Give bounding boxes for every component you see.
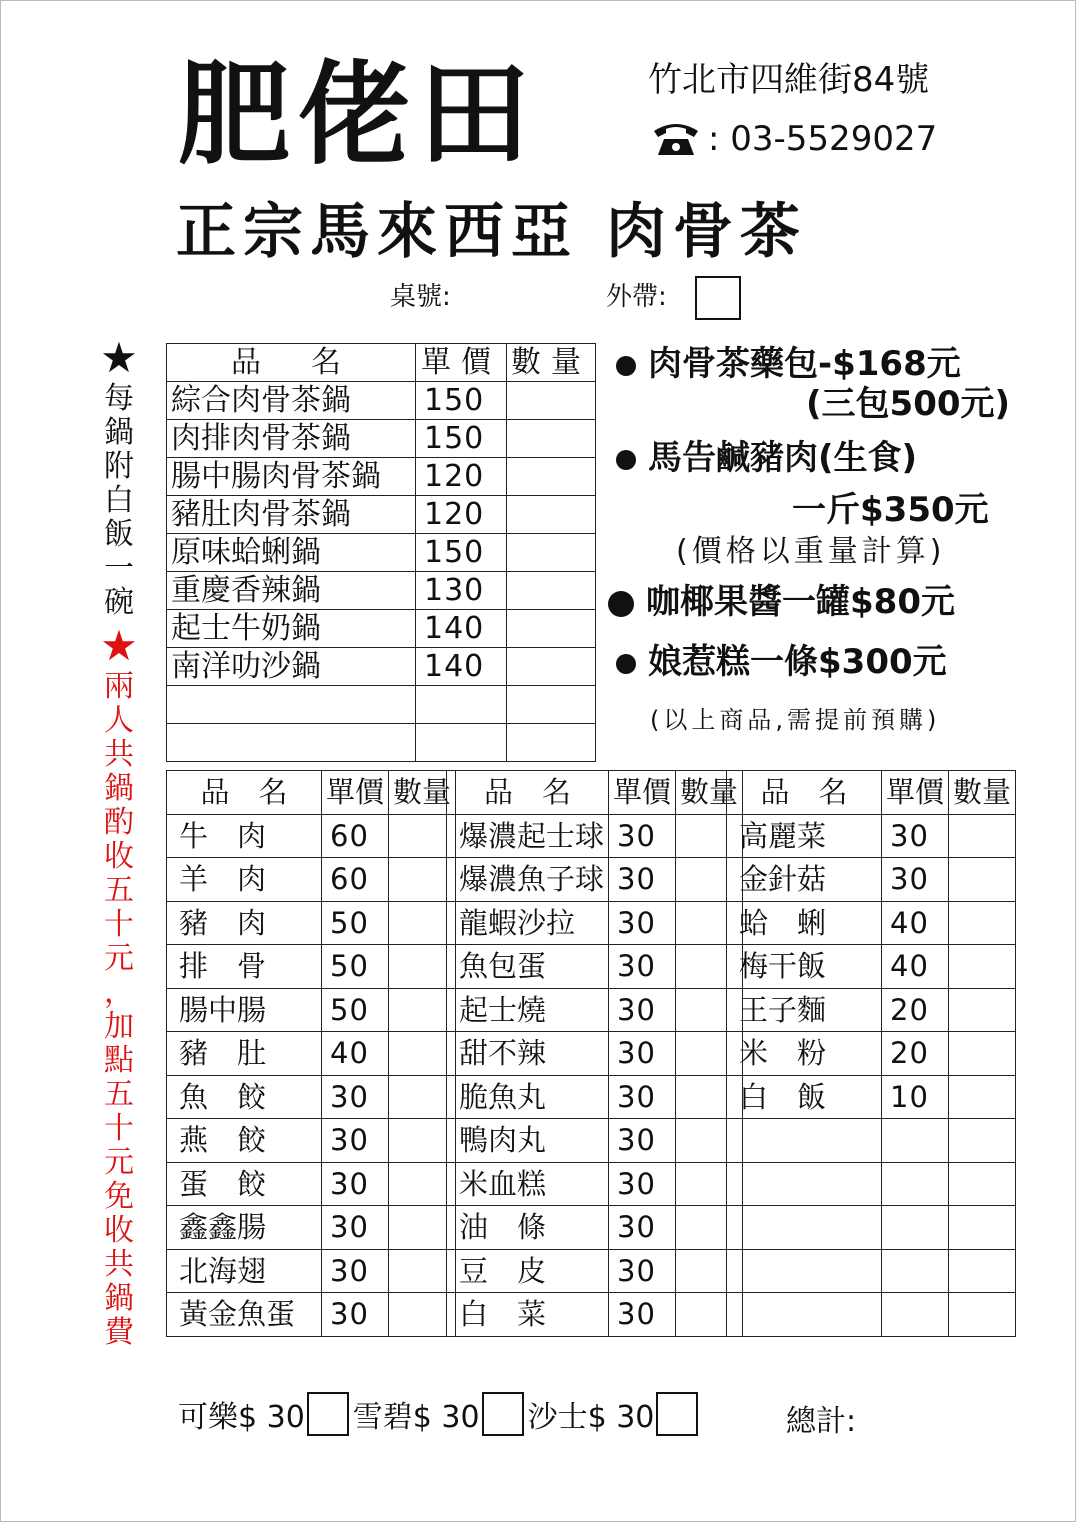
side-menu-row [447, 814, 743, 858]
header-qty: 數量 [949, 771, 1016, 815]
side-menu-row [167, 945, 456, 989]
side-menu-table-3 [726, 770, 1016, 1337]
header-price: 單價 [416, 344, 507, 382]
pot-menu-row [167, 724, 596, 762]
item-price: 50 [322, 901, 389, 945]
takeout-label: 外帶: [606, 282, 667, 312]
item-price: 50 [322, 988, 389, 1032]
pot-menu-row [167, 420, 596, 458]
item-price: 30 [322, 1119, 389, 1163]
item-name: 南洋叻沙鍋 [167, 648, 416, 686]
item-name [727, 1249, 882, 1293]
side-menu-header [167, 771, 456, 815]
item-name: 羊 肉 [167, 858, 322, 902]
item-name: 豬 肉 [167, 901, 322, 945]
item-qty-field[interactable] [949, 1162, 1016, 1206]
item-price: 30 [609, 814, 676, 858]
sarsi-checkbox[interactable] [656, 1392, 698, 1436]
item-qty-field[interactable] [507, 420, 596, 458]
side-menu-row [167, 901, 456, 945]
bullet-icon [616, 654, 636, 674]
side-menu-table-1 [166, 770, 456, 1337]
bullet-icon [608, 591, 634, 617]
item-name: 排 骨 [167, 945, 322, 989]
item-name: 牛 肉 [167, 814, 322, 858]
item-price [416, 724, 507, 762]
sidebar-note-char: 元 [104, 941, 134, 976]
side-menu-row [447, 1293, 743, 1337]
sidebar-note-char: 五 [104, 1077, 134, 1112]
sidebar-note-char: 點 [104, 1043, 134, 1078]
item-qty-field[interactable] [949, 945, 1016, 989]
side-menu-header [727, 771, 1016, 815]
item-name: 米血糕 [447, 1162, 609, 1206]
item-price: 40 [882, 901, 949, 945]
item-name: 重慶香辣鍋 [167, 572, 416, 610]
item-name: 爆濃魚子球 [447, 858, 609, 902]
phone-row [650, 116, 937, 162]
shop-name: 肥佬田 [178, 49, 538, 180]
item-price: 30 [882, 858, 949, 902]
sidebar-note-char: 元 [104, 1145, 134, 1180]
item-name: 梅干飯 [727, 945, 882, 989]
item-name: 燕 餃 [167, 1119, 322, 1163]
item-name: 原味蛤蜊鍋 [167, 534, 416, 572]
item-name: 王子麵 [727, 988, 882, 1032]
special-pork-price: 一斤$350元 [792, 490, 989, 530]
item-price: 150 [416, 420, 507, 458]
bullet-icon [616, 356, 636, 376]
drinks-row [178, 1392, 702, 1436]
item-price: 60 [322, 858, 389, 902]
item-price: 30 [609, 1119, 676, 1163]
item-name: 白 飯 [727, 1075, 882, 1119]
item-qty-field[interactable] [507, 686, 596, 724]
side-menu-row [447, 988, 743, 1032]
item-price: 30 [322, 1293, 389, 1337]
item-price: 30 [609, 1075, 676, 1119]
sidebar-note-char: 一 [104, 551, 134, 586]
special-kaya [608, 580, 955, 624]
side-menu-row [447, 901, 743, 945]
side-menu-row [447, 1162, 743, 1206]
total-label: 總計: [786, 1404, 857, 1439]
item-name [727, 1293, 882, 1337]
item-qty-field[interactable] [949, 1075, 1016, 1119]
item-price: 120 [416, 458, 507, 496]
item-price: 30 [609, 1293, 676, 1337]
special-kuih [616, 640, 947, 684]
item-price: 30 [609, 988, 676, 1032]
header-price: 單價 [882, 771, 949, 815]
item-price: 30 [609, 858, 676, 902]
item-price: 20 [882, 1032, 949, 1076]
item-qty-field[interactable] [949, 901, 1016, 945]
phone-icon [650, 119, 702, 159]
sidebar-note-char: ， [104, 975, 134, 1010]
item-price [882, 1119, 949, 1163]
bullet-icon [616, 450, 636, 470]
sidebar-note-char: 十 [104, 1111, 134, 1146]
sidebar-note-rice [96, 382, 142, 620]
side-menu-row [727, 1119, 1016, 1163]
sidebar-note-char: 十 [104, 907, 134, 942]
item-name: 豬 肚 [167, 1032, 322, 1076]
side-menu-row [167, 1075, 456, 1119]
sidebar-note-char: 鍋 [104, 1281, 134, 1316]
item-price: 150 [416, 382, 507, 420]
sidebar-note-char: 加 [104, 1009, 134, 1044]
item-price: 30 [322, 1206, 389, 1250]
item-price: 30 [609, 901, 676, 945]
item-name: 甜不辣 [447, 1032, 609, 1076]
subtitle: 正宗馬來西亞 肉骨茶 [176, 197, 807, 267]
item-price: 140 [416, 610, 507, 648]
item-qty-field[interactable] [949, 1206, 1016, 1250]
sidebar-note-char: 飯 [104, 517, 134, 552]
item-price: 50 [322, 945, 389, 989]
item-price: 30 [322, 1162, 389, 1206]
pot-menu-row [167, 534, 596, 572]
pot-menu-row [167, 458, 596, 496]
header-price: 單價 [322, 771, 389, 815]
preorder-note: (以上商品,需提前預購) [650, 706, 941, 734]
item-name: 高麗菜 [727, 814, 882, 858]
item-price: 30 [609, 945, 676, 989]
takeout-checkbox[interactable] [695, 276, 741, 320]
pot-menu-row [167, 382, 596, 420]
header-name: 品 名 [167, 344, 416, 382]
side-menu-row [447, 858, 743, 902]
sidebar-note-char: 兩 [104, 669, 134, 704]
side-menu-row [167, 1206, 456, 1250]
item-name: 龍蝦沙拉 [447, 901, 609, 945]
sidebar-note-char: 費 [104, 1315, 134, 1350]
item-qty-field[interactable] [507, 610, 596, 648]
item-qty-field[interactable] [949, 858, 1016, 902]
item-qty-field[interactable] [949, 1249, 1016, 1293]
side-menu-row [727, 858, 1016, 902]
pot-menu-row [167, 572, 596, 610]
special-kaya-text: 咖椰果醬一罐$80元 [646, 582, 955, 622]
item-qty-field[interactable] [949, 1293, 1016, 1337]
sidebar-note-char: 收 [104, 1213, 134, 1248]
sidebar-note-char: 共 [104, 1247, 134, 1282]
drink-sarsi: 沙士$ 30 [527, 1400, 655, 1435]
side-menu-row [727, 1162, 1016, 1206]
item-name: 起士牛奶鍋 [167, 610, 416, 648]
table-number-label: 桌號: [390, 282, 451, 312]
item-qty-field[interactable] [507, 648, 596, 686]
sidebar-note-char: 酌 [104, 805, 134, 840]
item-qty-field[interactable] [949, 1032, 1016, 1076]
sidebar-note-char: 共 [104, 737, 134, 772]
pot-menu-row [167, 648, 596, 686]
item-name [167, 724, 416, 762]
item-name: 腸中腸 [167, 988, 322, 1032]
sidebar-note-char: 五 [104, 873, 134, 908]
sidebar-note-char: 鍋 [104, 415, 134, 450]
sidebar-note-char: 收 [104, 839, 134, 874]
pot-menu-row [167, 686, 596, 724]
sidebar-note-shared-pot [96, 670, 142, 1350]
special-kuih-text: 娘惹糕一條$300元 [648, 642, 947, 682]
item-price: 20 [882, 988, 949, 1032]
item-price [882, 1162, 949, 1206]
side-menu-row [167, 988, 456, 1032]
sprite-checkbox[interactable] [482, 1392, 524, 1436]
item-price: 30 [322, 1075, 389, 1119]
special-herb-pack-text: 肉骨茶藥包-$168元 [648, 344, 961, 384]
item-name: 鴨肉丸 [447, 1119, 609, 1163]
drink-cola: 可樂$ 30 [178, 1400, 305, 1435]
pot-menu-header [167, 344, 596, 382]
sidebar-note-char: 鍋 [104, 771, 134, 806]
item-price: 30 [882, 814, 949, 858]
side-menu-header [447, 771, 743, 815]
item-price: 120 [416, 496, 507, 534]
cola-checkbox[interactable] [307, 1392, 349, 1436]
side-menu-row [727, 1032, 1016, 1076]
item-name: 黃金魚蛋 [167, 1293, 322, 1337]
item-price: 60 [322, 814, 389, 858]
item-price: 140 [416, 648, 507, 686]
item-price: 30 [609, 1162, 676, 1206]
star-icon: ★ [100, 333, 138, 382]
item-qty-field[interactable] [507, 572, 596, 610]
red-star-icon: ★ [100, 621, 138, 670]
drink-sprite: 雪碧$ 30 [352, 1400, 480, 1435]
item-price: 40 [882, 945, 949, 989]
sidebar-note-char: 人 [104, 703, 134, 738]
item-qty-field[interactable] [507, 534, 596, 572]
item-qty-field[interactable] [507, 724, 596, 762]
side-menu-row [447, 1206, 743, 1250]
side-menu-row [167, 1293, 456, 1337]
side-menu-row [167, 1119, 456, 1163]
side-menu-row [727, 1249, 1016, 1293]
item-qty-field[interactable] [507, 382, 596, 420]
header-name: 品 名 [167, 771, 322, 815]
header-qty: 數量 [676, 771, 743, 815]
item-name: 油 條 [447, 1206, 609, 1250]
item-name [727, 1119, 882, 1163]
item-name [727, 1206, 882, 1250]
side-menu-table-2 [446, 770, 743, 1337]
item-name [167, 686, 416, 724]
side-menu-row [447, 945, 743, 989]
sidebar-note-char: 每 [104, 381, 134, 416]
sidebar-note-char: 白 [104, 483, 134, 518]
header-name: 品 名 [727, 771, 882, 815]
side-menu-row [447, 1119, 743, 1163]
special-pork-text: 馬告鹹豬肉(生食) [648, 438, 918, 478]
item-price: 10 [882, 1075, 949, 1119]
pot-menu-row [167, 610, 596, 648]
side-menu-row [727, 1293, 1016, 1337]
side-menu-row [447, 1032, 743, 1076]
special-pork [616, 436, 917, 480]
item-qty-field[interactable] [507, 496, 596, 534]
item-price: 40 [322, 1032, 389, 1076]
header-price: 單價 [609, 771, 676, 815]
sidebar-note-char: 碗 [104, 585, 134, 620]
item-name: 魚包蛋 [447, 945, 609, 989]
item-qty-field[interactable] [949, 988, 1016, 1032]
special-herb-pack-deal: (三包500元) [806, 384, 1011, 424]
item-qty-field[interactable] [507, 458, 596, 496]
side-menu-row [167, 1249, 456, 1293]
item-price [882, 1249, 949, 1293]
address: 竹北市四維街84號 [648, 60, 930, 100]
item-name: 蛋 餃 [167, 1162, 322, 1206]
item-price: 130 [416, 572, 507, 610]
item-price: 30 [609, 1249, 676, 1293]
item-name: 米 粉 [727, 1032, 882, 1076]
item-name: 北海翅 [167, 1249, 322, 1293]
item-name: 脆魚丸 [447, 1075, 609, 1119]
item-name: 白 菜 [447, 1293, 609, 1337]
side-menu-row [727, 901, 1016, 945]
header-name: 品 名 [447, 771, 609, 815]
item-name: 魚 餃 [167, 1075, 322, 1119]
side-menu-row [167, 858, 456, 902]
special-pork-note: (價格以重量計算) [676, 534, 946, 569]
side-menu-row [727, 814, 1016, 858]
item-price [882, 1293, 949, 1337]
header-qty: 數量 [389, 771, 456, 815]
sidebar-note-char: 附 [104, 449, 134, 484]
side-menu-row [167, 814, 456, 858]
side-menu-row [447, 1075, 743, 1119]
item-name: 腸中腸肉骨茶鍋 [167, 458, 416, 496]
item-name: 起士燒 [447, 988, 609, 1032]
item-price: 150 [416, 534, 507, 572]
sidebar-notes [96, 334, 142, 1350]
item-name: 綜合肉骨茶鍋 [167, 382, 416, 420]
item-qty-field[interactable] [949, 1119, 1016, 1163]
item-name: 蛤 蜊 [727, 901, 882, 945]
item-qty-field[interactable] [949, 814, 1016, 858]
item-price: 30 [322, 1249, 389, 1293]
item-name: 爆濃起士球 [447, 814, 609, 858]
phone-number: : 03-5529027 [708, 119, 938, 159]
pot-menu-row [167, 496, 596, 534]
item-name: 金針菇 [727, 858, 882, 902]
special-herb-pack [616, 342, 961, 386]
item-name: 肉排肉骨茶鍋 [167, 420, 416, 458]
side-menu-row [727, 945, 1016, 989]
side-menu-row [727, 1075, 1016, 1119]
side-menu-row [727, 1206, 1016, 1250]
item-name: 鑫鑫腸 [167, 1206, 322, 1250]
item-price [416, 686, 507, 724]
pot-menu-table [166, 343, 596, 762]
item-name [727, 1162, 882, 1206]
item-name: 豆 皮 [447, 1249, 609, 1293]
item-price [882, 1206, 949, 1250]
side-menu-row [447, 1249, 743, 1293]
sidebar-note-char: 免 [104, 1179, 134, 1214]
item-price: 30 [609, 1206, 676, 1250]
item-price: 30 [609, 1032, 676, 1076]
side-menu-row [727, 988, 1016, 1032]
side-menu-row [167, 1032, 456, 1076]
item-name: 豬肚肉骨茶鍋 [167, 496, 416, 534]
header-qty: 數量 [507, 344, 596, 382]
side-menu-row [167, 1162, 456, 1206]
